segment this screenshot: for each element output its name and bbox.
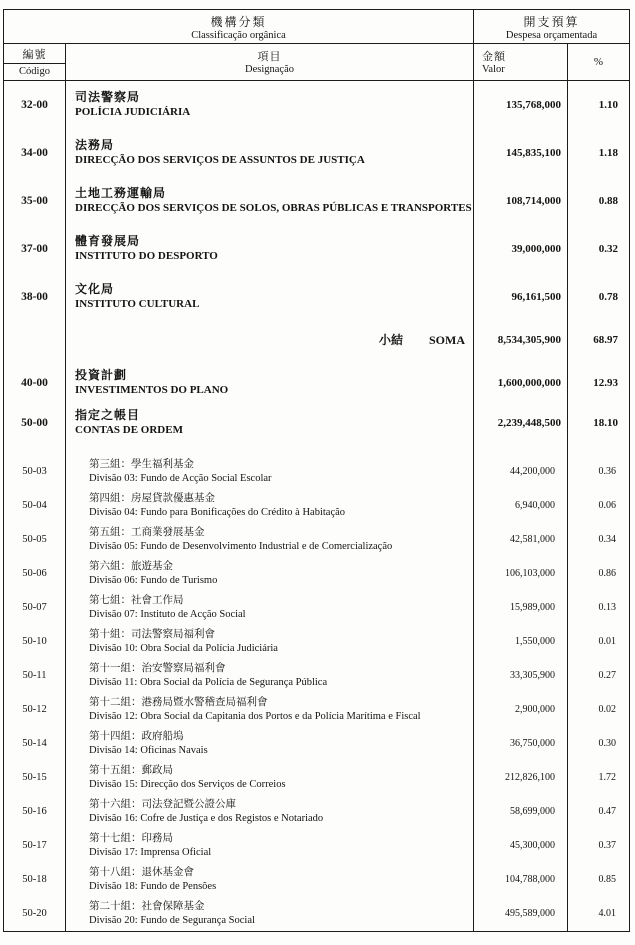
row-amount [474,795,568,829]
row-amount [474,761,568,795]
table-row [4,693,629,727]
row-code-text: 50-07 [22,601,47,613]
row-amount [474,625,568,659]
row-designation [66,659,474,693]
row-code-text: 50-20 [22,907,47,919]
row-code [4,557,66,591]
table-row [4,225,629,273]
designation-zh: 法務局 [75,138,115,152]
row-percent [568,177,629,225]
row-code-text: 50-12 [22,703,47,715]
percent-text: 0.13 [598,601,616,613]
designation-zh: 第十組：司法警察局福利會 [89,628,215,640]
table-row [4,273,629,321]
row-amount [474,557,568,591]
row-designation [66,727,474,761]
amount-text: 2,900,000 [515,703,555,715]
subtotal-row [4,321,629,359]
table-body [4,81,629,931]
row-designation [66,591,474,625]
row-designation [66,761,474,795]
row-code [4,273,66,321]
table-row [4,489,629,523]
row-designation [66,455,474,489]
percent-text: 0.06 [598,499,616,511]
designation-pt: Divisão 14: Oficinas Navais [89,745,208,756]
table-row [4,591,629,625]
percent-text: 0.27 [598,669,616,681]
row-code-text: 50-17 [22,839,47,851]
row-percent [568,489,629,523]
table-row [4,177,629,225]
percent-text: 0.85 [598,873,616,885]
designation-pt: DIRECÇÃO DOS SERVIÇOS DE ASSUNTOS DE JUSTIÇA [75,154,365,166]
designation-zh: 第十五組：郵政局 [89,764,173,776]
designation-pt: Divisão 12: Obra Social da Capitania dos Portos e da Polícia Marítima e Fiscal [89,711,421,722]
amount-text: 135,768,000 [506,98,561,111]
designation-pt: Divisão 03: Fundo de Acção Social Escolar [89,473,272,484]
row-amount [474,897,568,931]
row-amount [474,273,568,321]
designation-pt: CONTAS DE ORDEM [75,424,183,436]
designation-zh: 第十四組：政府船塢 [89,730,184,742]
row-designation [66,225,474,273]
row-amount [474,321,568,359]
row-designation [66,795,474,829]
percent-text: 12.93 [593,376,618,389]
amount-text: 1,550,000 [515,635,555,647]
amount-text: 58,699,000 [510,805,555,817]
percent-text: 18.10 [593,416,618,429]
table-row [4,557,629,591]
col-item-zh: 項目 [257,51,282,63]
percent-text: 0.02 [598,703,616,715]
row-percent [568,81,629,129]
row-percent [568,829,629,863]
row-code-text: 38-00 [21,290,48,303]
row-code-text: 50-03 [22,465,47,477]
row-amount [474,863,568,897]
amount-text: 36,750,000 [510,737,555,749]
row-percent [568,523,629,557]
row-code-text: 50-10 [22,635,47,647]
row-code-text: 50-16 [22,805,47,817]
designation-pt: Divisão 07: Instituto de Acção Social [89,609,246,620]
row-code [4,761,66,795]
table-row [4,407,629,455]
row-code [4,81,66,129]
subtotal-label-pt: SOMA [429,332,465,347]
row-code [4,863,66,897]
table-row [4,129,629,177]
row-amount [474,81,568,129]
amount-text: 42,581,000 [510,533,555,545]
designation-pt: Divisão 04: Fundo para Bonificações do Crédito à Habitação [89,507,346,518]
designation-zh: 第十一組：治安警察局福利會 [89,662,226,674]
designation-pt: Divisão 20: Fundo de Segurança Social [89,915,255,926]
row-designation [66,625,474,659]
row-code-text: 32-00 [21,98,48,111]
row-code-text: 35-00 [21,194,48,207]
table-row [4,659,629,693]
designation-pt: INSTITUTO CULTURAL [75,298,200,310]
designation-zh: 第六組：旅遊基金 [89,560,173,572]
row-code [4,177,66,225]
row-percent [568,659,629,693]
row-designation [66,863,474,897]
row-percent [568,863,629,897]
row-amount [474,829,568,863]
amount-text: 104,788,000 [505,873,555,885]
table-row [4,455,629,489]
designation-zh: 第二十組：社會保障基金 [89,900,205,912]
row-amount [474,591,568,625]
row-code [4,225,66,273]
percent-text: 0.30 [598,737,616,749]
percent-text: 1.72 [598,771,616,783]
row-code-text: 50-18 [22,873,47,885]
row-designation [66,177,474,225]
designation-pt: Divisão 16: Cofre de Justiça e dos Registos e Notariado [89,813,324,824]
designation-zh: 第四組：房屋貸款優惠基金 [89,492,215,504]
subtotal-label [75,333,465,348]
row-code-text: 40-00 [21,376,48,389]
row-designation [66,523,474,557]
row-amount [474,489,568,523]
percent-text: 1.10 [598,98,618,111]
table-row [4,81,629,129]
col-header-amount [474,44,568,80]
row-amount [474,727,568,761]
designation-zh: 土地工務運輸局 [75,186,167,200]
percent-text: 0.78 [598,290,618,303]
row-code-text: 50-14 [22,737,47,749]
percent-text: 0.32 [598,242,618,255]
row-amount [474,455,568,489]
designation-pt: Divisão 17: Imprensa Oficial [89,847,212,858]
row-designation [66,557,474,591]
percent-text: 0.37 [598,839,616,851]
col-header-percent [568,44,629,80]
row-percent [568,591,629,625]
header-budget-expense [474,10,629,43]
row-code-text: 50-00 [21,416,48,429]
designation-zh: 指定之帳目 [75,408,141,422]
row-percent [568,359,629,407]
col-header-designation [66,44,474,80]
row-amount [474,407,568,455]
amount-text: 2,239,448,500 [497,416,561,429]
row-percent [568,321,629,359]
designation-zh: 第三組：學生福利基金 [89,458,194,470]
row-code [4,455,66,489]
percent-text: 0.47 [598,805,616,817]
row-designation [66,407,474,455]
row-code-text: 50-11 [22,669,47,681]
row-percent [568,795,629,829]
amount-text: 495,589,000 [505,907,555,919]
row-percent [568,897,629,931]
designation-pt: Divisão 06: Fundo de Turismo [89,575,218,586]
row-percent [568,557,629,591]
table-row [4,863,629,897]
row-code [4,727,66,761]
amount-text: 33,305,900 [510,669,555,681]
row-code [4,523,66,557]
row-code [4,795,66,829]
row-code [4,359,66,407]
table-header-group [4,10,629,44]
table-row [4,625,629,659]
designation-pt: INSTITUTO DO DESPORTO [75,250,218,262]
designation-zh: 第五組：工商業發展基金 [89,526,205,538]
designation-zh: 投資計劃 [75,368,128,382]
row-percent [568,407,629,455]
table-row [4,359,629,407]
budget-table [3,9,630,932]
row-designation [66,321,474,359]
col-percent-label: % [593,55,604,68]
designation-pt: Divisão 05: Fundo de Desenvolvimento Industrial e de Comercialização [89,541,393,552]
designation-zh: 第十二組：港務局暨水警稽查局福利會 [89,696,268,708]
amount-text: 106,103,000 [505,567,555,579]
designation-zh: 司法警察局 [75,90,141,104]
col-code-pt: Código [19,66,50,77]
row-designation [66,359,474,407]
table-row [4,523,629,557]
col-header-code [4,44,66,80]
row-code [4,659,66,693]
amount-text: 212,826,100 [505,771,555,783]
subtotal-label-zh: 小結 [378,332,403,347]
header-org-pt: Classificação orgânica [191,30,286,41]
row-amount [474,225,568,273]
header-budget-zh: 開支預算 [523,15,580,29]
row-code-text: 50-15 [22,771,47,783]
designation-pt: Divisão 11: Obra Social da Polícia de Segurança Pública [89,677,328,688]
percent-text: 0.88 [598,194,618,207]
row-amount [474,177,568,225]
percent-text: 1.18 [598,146,618,159]
header-org-classification [4,10,474,43]
row-code [4,591,66,625]
amount-text: 44,200,000 [510,465,555,477]
amount-text: 96,161,500 [511,290,561,303]
amount-text: 145,835,100 [506,146,561,159]
amount-text: 45,300,000 [510,839,555,851]
designation-pt: DIRECÇÃO DOS SERVIÇOS DE SOLOS, OBRAS PÚBLICAS E TRANSPORTES [75,202,472,214]
designation-pt: POLÍCIA JUDICIÁRIA [75,106,191,118]
row-amount [474,693,568,727]
designation-pt: Divisão 10: Obra Social da Polícia Judiciária [89,643,278,654]
percent-text: 0.86 [598,567,616,579]
row-code [4,625,66,659]
col-amount-pt: Valor [482,64,505,75]
table-row [4,897,629,931]
table-row [4,727,629,761]
table-row [4,795,629,829]
row-percent [568,761,629,795]
amount-text: 6,940,000 [515,499,555,511]
row-code [4,489,66,523]
designation-pt: Divisão 15: Direcção dos Serviços de Correios [89,779,286,790]
amount-text: 39,000,000 [511,242,561,255]
row-percent [568,625,629,659]
designation-zh: 第十六組：司法登記暨公證公庫 [89,798,236,810]
col-amount-zh: 金額 [482,51,506,63]
column-headers [4,44,629,81]
designation-pt: Divisão 18: Fundo de Pensões [89,881,217,892]
row-code-text: 50-06 [22,567,47,579]
row-code [4,407,66,455]
header-org-zh: 機構分類 [210,15,267,29]
percent-text: 0.36 [598,465,616,477]
row-code-text: 34-00 [21,146,48,159]
table-row [4,761,629,795]
amount-text: 108,714,000 [506,194,561,207]
row-code-text: 50-05 [22,533,47,545]
amount-text: 1,600,000,000 [497,376,561,389]
row-designation [66,273,474,321]
row-designation [66,81,474,129]
row-percent [568,455,629,489]
row-designation [66,897,474,931]
row-code [4,693,66,727]
row-amount [474,523,568,557]
row-designation [66,693,474,727]
row-designation [66,129,474,177]
row-amount [474,129,568,177]
designation-zh: 文化局 [75,282,115,296]
row-code [4,321,66,359]
row-amount [474,359,568,407]
row-designation [66,829,474,863]
designation-zh: 第七組：社會工作局 [89,594,184,606]
percent-text: 68.97 [593,333,618,346]
row-code [4,129,66,177]
row-percent [568,225,629,273]
row-percent [568,693,629,727]
designation-zh: 第十七組：印務局 [89,832,173,844]
row-percent [568,727,629,761]
amount-text: 8,534,305,900 [497,333,561,346]
header-budget-pt: Despesa orçamentada [505,30,598,41]
row-percent [568,273,629,321]
percent-text: 4.01 [598,907,616,919]
designation-zh: 第十八組：退休基金會 [89,866,194,878]
col-code-zh: 編號 [4,44,65,64]
designation-zh: 體育發展局 [75,234,141,248]
row-percent [568,129,629,177]
table-row [4,829,629,863]
row-code [4,897,66,931]
row-amount [474,659,568,693]
row-code-text: 37-00 [21,242,48,255]
row-code-text: 50-04 [22,499,47,511]
percent-text: 0.01 [598,635,616,647]
percent-text: 0.34 [598,533,616,545]
designation-pt: INVESTIMENTOS DO PLANO [75,384,229,396]
col-item-pt: Designação [245,64,294,75]
row-code [4,829,66,863]
row-designation [66,489,474,523]
amount-text: 15,989,000 [510,601,555,613]
